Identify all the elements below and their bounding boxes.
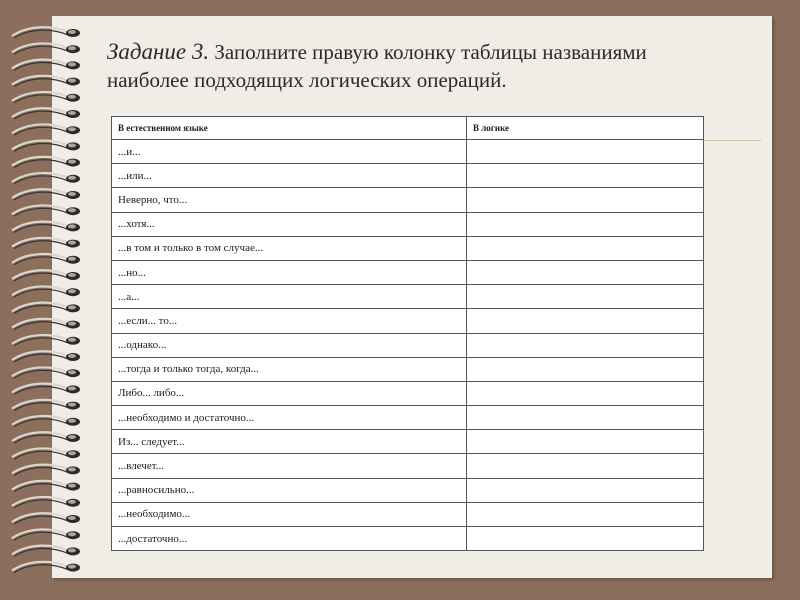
spiral-ring	[12, 92, 80, 103]
table-row	[112, 406, 704, 430]
spiral-ring	[12, 205, 80, 216]
phrase-cell: ...необходимо и достаточно...	[112, 406, 467, 430]
spiral-ring	[12, 157, 80, 168]
table-row	[112, 333, 704, 357]
spiral-ring	[12, 254, 80, 265]
phrase-cell: ...равносильно...	[112, 478, 467, 502]
logic-operation-cell[interactable]	[467, 381, 704, 405]
spiral-ring	[12, 416, 80, 427]
phrase-cell: ...хотя...	[112, 212, 467, 236]
phrase-cell: ...в том и только в том случае...	[112, 236, 467, 260]
phrase-cell: ...или...	[112, 164, 467, 188]
spiral-ring	[12, 189, 80, 200]
logic-operation-cell[interactable]	[467, 406, 704, 430]
header-logic: В логике	[467, 117, 704, 140]
phrase-cell: ...а...	[112, 285, 467, 309]
table-row	[112, 309, 704, 333]
logic-operation-cell[interactable]	[467, 236, 704, 260]
spiral-binding	[0, 18, 96, 578]
spiral-ring	[12, 367, 80, 378]
spiral-ring	[12, 448, 80, 459]
logic-operation-cell[interactable]	[467, 285, 704, 309]
table-row	[112, 236, 704, 260]
phrase-cell: ...влечет...	[112, 454, 467, 478]
table-row	[112, 502, 704, 526]
task-instruction: Заполните правую колонку таблицы названиями наиболее подходящих логических операций.	[107, 40, 647, 92]
table-row	[112, 140, 704, 164]
phrase-cell: Неверно, что...	[112, 188, 467, 212]
phrase-cell: ...тогда и только тогда, когда...	[112, 357, 467, 381]
table-row	[112, 381, 704, 405]
spiral-ring	[12, 529, 80, 540]
spiral-ring	[12, 108, 80, 119]
task-title	[107, 38, 727, 94]
phrase-cell: Либо... либо...	[112, 381, 467, 405]
phrase-cell: Из... следует...	[112, 430, 467, 454]
spiral-ring	[12, 546, 80, 557]
spiral-ring	[12, 286, 80, 297]
logic-operation-cell[interactable]	[467, 309, 704, 333]
logic-operation-cell[interactable]	[467, 478, 704, 502]
spiral-ring	[12, 335, 80, 346]
spiral-ring	[12, 222, 80, 233]
logic-operation-cell[interactable]	[467, 357, 704, 381]
table-row	[112, 260, 704, 284]
logic-operation-cell[interactable]	[467, 164, 704, 188]
table-row	[112, 285, 704, 309]
spiral-ring	[12, 562, 80, 573]
spiral-ring	[12, 43, 80, 54]
header-natural-language: В естественном языке	[112, 117, 467, 140]
spiral-ring	[12, 238, 80, 249]
table-row	[112, 430, 704, 454]
spiral-ring	[12, 124, 80, 135]
phrase-cell: ...если... то...	[112, 309, 467, 333]
logic-operation-cell[interactable]	[467, 430, 704, 454]
logic-operation-cell[interactable]	[467, 260, 704, 284]
phrase-cell: ...но...	[112, 260, 467, 284]
spiral-ring	[12, 76, 80, 87]
logic-operation-cell[interactable]	[467, 188, 704, 212]
table-row	[112, 454, 704, 478]
table-row	[112, 357, 704, 381]
table-row	[112, 527, 704, 551]
table-body	[112, 140, 704, 551]
table-row	[112, 478, 704, 502]
spiral-ring	[12, 60, 80, 71]
spiral-ring	[12, 173, 80, 184]
spiral-ring	[12, 270, 80, 281]
spiral-ring	[12, 465, 80, 476]
operations-table	[111, 116, 704, 551]
spiral-ring	[12, 400, 80, 411]
spiral-ring	[12, 481, 80, 492]
logic-operation-cell[interactable]	[467, 454, 704, 478]
table-row	[112, 164, 704, 188]
spiral-ring	[12, 513, 80, 524]
spiral-ring	[12, 384, 80, 395]
phrase-cell: ...однако...	[112, 333, 467, 357]
phrase-cell: ...достаточно...	[112, 527, 467, 551]
logic-operation-cell[interactable]	[467, 502, 704, 526]
logic-operation-cell[interactable]	[467, 212, 704, 236]
spiral-ring	[12, 497, 80, 508]
spiral-ring	[12, 319, 80, 330]
spiral-ring	[12, 141, 80, 152]
phrase-cell: ...и...	[112, 140, 467, 164]
table-header-row	[112, 117, 704, 140]
spiral-ring	[12, 432, 80, 443]
spiral-ring	[12, 303, 80, 314]
task-number: Задание 3.	[107, 39, 210, 64]
spiral-ring	[12, 351, 80, 362]
table-row	[112, 212, 704, 236]
phrase-cell: ...необходимо...	[112, 502, 467, 526]
spiral-ring	[12, 27, 80, 38]
logic-operation-cell[interactable]	[467, 527, 704, 551]
logic-operation-cell[interactable]	[467, 333, 704, 357]
table-row	[112, 188, 704, 212]
logic-operation-cell[interactable]	[467, 140, 704, 164]
margin-rule-line	[703, 140, 761, 141]
operations-table-container	[111, 116, 703, 551]
